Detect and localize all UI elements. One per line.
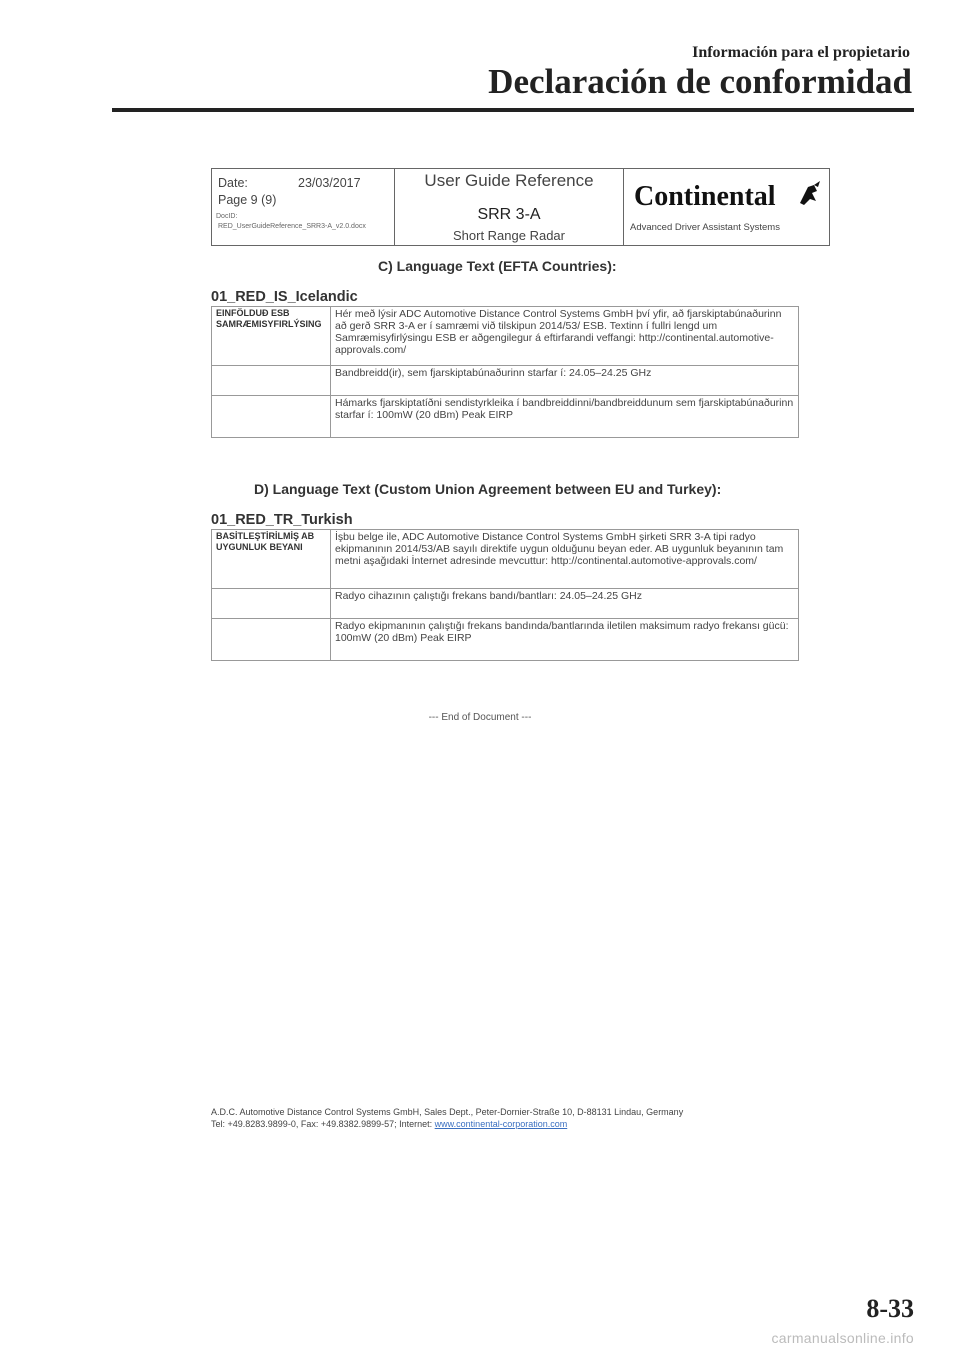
page-number: 8-33 [866, 1294, 914, 1323]
company-contact [211, 1119, 567, 1129]
company-tagline: Advanced Driver Assistant Systems [630, 222, 780, 233]
row-label [212, 619, 331, 661]
end-of-document-marker: --- End of Document --- [428, 712, 532, 723]
row-text: Radyo ekipmanının çalıştığı frekans bandında/bantlarında iletilen maksimum radyo frekansı gücü: 100mW (20 dBm) Peak EIRP [331, 619, 799, 661]
row-label: EINFÖLDUÐ ESB SAMRÆMISYFIRLÝSING [212, 307, 331, 366]
row-text: Radyo cihazının çalıştığı frekans bandı/bantları: 24.05–24.25 GHz [331, 589, 799, 619]
running-header-subtitle: Información para el propietario [692, 44, 910, 61]
row-text: Bandbreidd(ir), sem fjarskiptabúnaðurinn starfar í: 24.05–24.25 GHz [331, 366, 799, 396]
table-row [212, 619, 799, 661]
docid-label: DocID: [216, 213, 238, 220]
row-text: İşbu belge ile, ADC Automotive Distance Control Systems GmbH şirketi SRR 3-A tipi radyo ekipmanının 2014/53/AB sayılı direktife uygun olduğunu beyan eder. AB uygunluk beyanının tam metni aşağıdaki İnternet adresinde mevcuttur: http://continental.automotive-approvals.com/ [331, 530, 799, 589]
continental-logo [632, 177, 832, 213]
row-label [212, 396, 331, 438]
site-watermark: carmanualsonline.info [771, 1330, 914, 1346]
document-header-box [211, 168, 830, 246]
row-label [212, 589, 331, 619]
section-c-language-code: 01_RED_IS_Icelandic [211, 289, 358, 305]
section-d-title: D) Language Text (Custom Union Agreement between EU and Turkey): [254, 481, 722, 497]
date-label: Date: [218, 176, 248, 190]
table-row [212, 366, 799, 396]
horse-icon [800, 181, 820, 205]
user-guide-reference: User Guide Reference [424, 171, 594, 190]
section-d-table [211, 529, 799, 661]
row-label: BASİTLEŞTİRİLMİŞ AB UYGUNLUK BEYANI [212, 530, 331, 589]
table-row [212, 396, 799, 438]
document-meta-cell [212, 169, 395, 245]
page-title: Declaración de conformidad [488, 62, 912, 101]
section-c-title: C) Language Text (EFTA Countries): [378, 258, 617, 274]
header-divider [112, 108, 914, 112]
company-address: A.D.C. Automotive Distance Control Systems GmbH, Sales Dept., Peter-Dornier-Straße 10, D-88131 Lindau, Germany [211, 1107, 684, 1117]
docid-value: RED_UserGuideReference_SRR3-A_v2.0.docx [218, 223, 366, 230]
section-d-language-code: 01_RED_TR_Turkish [211, 512, 353, 528]
date-value: 23/03/2017 [298, 176, 361, 190]
company-website-link[interactable]: www.continental-corporation.com [434, 1119, 568, 1129]
contact-numbers: Tel: +49.8283.9899-0, Fax: +49.8382.9899-57; Internet: [211, 1119, 435, 1129]
document-title-cell [395, 169, 624, 245]
table-row [212, 589, 799, 619]
table-row [212, 307, 799, 366]
logo-wordmark: Continental [634, 181, 776, 212]
row-text: Hér með lýsir ADC Automotive Distance Control Systems GmbH því yfir, að fjarskiptabúnaðurinn að gerð SRR 3-A er í samræmi við tilskipun 2014/53/ ESB. Textinn í fullri lengd um Samræmisyfirlýsingu ESB er aðgengilegur á eftirfarandi veffangi: http://continental.automotive-approvals.com/ [331, 307, 799, 366]
table-row [212, 530, 799, 589]
row-text: Hámarks fjarskiptatíðni sendistyrkleika í bandbreiddinni/bandbreiddunum sem fjarskiptabúnaðurinn starfar í: 100mW (20 dBm) Peak EIRP [331, 396, 799, 438]
model-name: SRR 3-A [477, 206, 541, 223]
page-indicator: Page 9 (9) [218, 193, 277, 207]
brand-cell [624, 169, 829, 245]
row-label [212, 366, 331, 396]
product-description: Short Range Radar [452, 228, 565, 243]
section-c-table [211, 306, 799, 438]
